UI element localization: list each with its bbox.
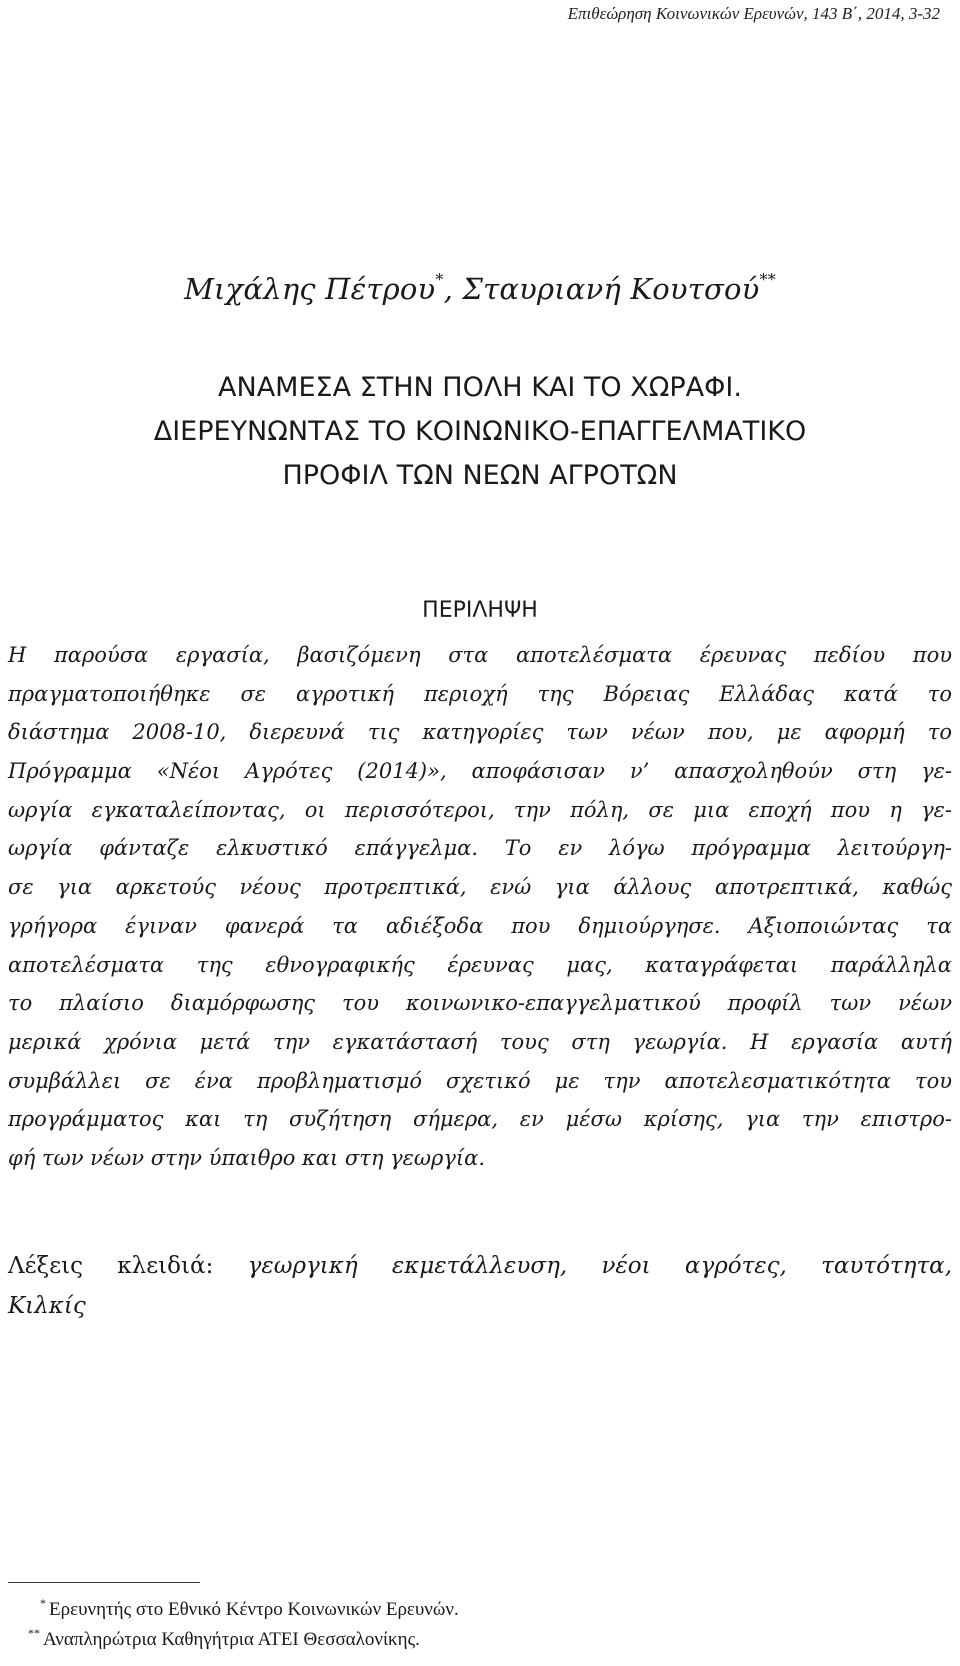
abstract-line: συμβάλλει σε ένα προβληματισμό σχετικό με την αποτελεσματικότητα του (8, 1068, 952, 1093)
journal-header: Επιθεώρηση Κοινωνικών Ερευνών, 143 Β΄, 2014, 3-32 (567, 4, 940, 23)
abstract-line: φή των νέων στην ύπαιθρο και στη γεωργία. (8, 1145, 486, 1170)
footnote-2-text: Αναπληρώτρια Καθηγήτρια ΑΤΕΙ Θεσσαλονίκης. (43, 1629, 420, 1650)
abstract-line: μερικά χρόνια μετά την εγκατάστασή τους στη γεωργία. Η εργασία αυτή (8, 1029, 952, 1054)
keywords-values-continued: Κιλκίς (8, 1293, 86, 1319)
abstract-line: πραγματοποιήθηκε σε αγροτική περιοχή της Βόρειας Ελλάδας κατά το (8, 681, 952, 706)
footnotes (28, 1595, 459, 1655)
keywords-line (8, 1246, 952, 1286)
author-2-footnote-mark[interactable]: ** (759, 270, 776, 289)
abstract-line: σε για αρκετούς νέους προτρεπτικά, ενώ για άλλους αποτρεπτικά, καθώς (8, 875, 952, 900)
abstract-line: προγράμματος και τη συζήτηση σήμερα, εν μέσω κρίσης, για την επιστρο- (8, 1107, 952, 1132)
abstract-line: Η παρούσα εργασία, βασιζόμενη στα αποτελέσματα έρευνας πεδίου που (8, 643, 952, 667)
abstract-line: Πρόγραμμα «Νέοι Αγρότες (2014)», αποφάσισαν ν’ απασχοληθούν στη γε- (8, 759, 952, 784)
author-name-1: Μιχάλης Πέτρου (184, 272, 436, 306)
paper-title (0, 366, 960, 498)
author-1-footnote-mark[interactable]: * (435, 270, 444, 289)
footnote-1 (40, 1595, 459, 1625)
title-line: ΑΝΑΜΕΣΑ ΣΤΗΝ ΠΟΛΗ ΚΑΙ ΤΟ ΧΩΡΑΦΙ. (218, 372, 742, 403)
abstract-line: γρήγορα έγιναν φανερά τα αδιέξοδα που δημιούργησε. Αξιοποιώντας τα (8, 913, 952, 938)
keywords-label: Λέξεις κλειδιά: (8, 1253, 214, 1279)
abstract-heading: ΠΕΡΙΛΗΨΗ (422, 598, 538, 623)
keywords-values: γεωργική εκμετάλλευση, νέοι αγρότες, ταυτότητα, (247, 1253, 953, 1279)
author-name-2: Σταυριανή Κουτσού (462, 272, 760, 306)
author-separator: , (443, 272, 463, 306)
footnote-1-mark: * (40, 1596, 46, 1610)
abstract-line: αποτελέσματα της εθνογραφικής έρευνας μας, καταγράφεται παράλληλα (8, 952, 952, 977)
footnote-divider (8, 1582, 200, 1583)
abstract-line: ωργία φάνταζε ελκυστικό επάγγελμα. Το εν λόγω πρόγραμμα λειτούργη- (8, 836, 952, 861)
footnote-2-mark: ** (28, 1626, 40, 1640)
abstract-line: διάστημα 2008-10, διερευνά τις κατηγορίες των νέων που, με αφορμή το (8, 720, 952, 745)
footnote-2 (28, 1625, 447, 1655)
abstract-line: ωργία εγκαταλείποντας, οι περισσότεροι, την πόλη, σε μια εποχή που η γε- (8, 797, 952, 822)
abstract-line: το πλαίσιο διαμόρφωσης του κοινωνικο-επαγγελματικού προφίλ των νέων (8, 991, 952, 1016)
footnote-1-text: Ερευνητής στο Εθνικό Κέντρο Κοινωνικών Ερευνών. (49, 1599, 459, 1620)
author-line (0, 272, 960, 306)
title-line: ΠΡΟΦΙΛ ΤΩΝ ΝΕΩΝ ΑΓΡΟΤΩΝ (282, 460, 678, 491)
title-line: ΔΙΕΡΕΥΝΩΝΤΑΣ ΤΟ ΚΟΙΝΩΝΙΚΟ-ΕΠΑΓΓΕΛΜΑΤΙΚΟ (153, 416, 807, 447)
abstract-body (8, 636, 952, 1178)
keywords (8, 1246, 952, 1326)
